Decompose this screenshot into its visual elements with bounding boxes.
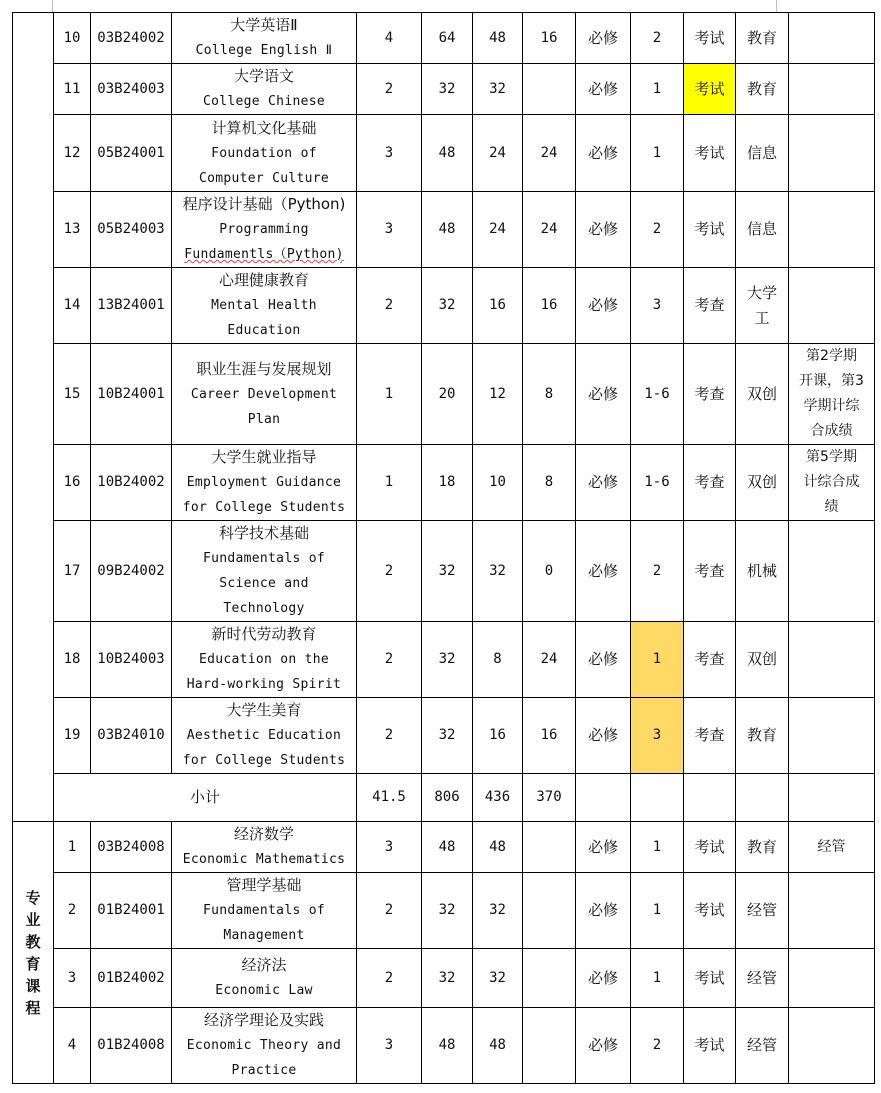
term-cell: 1 [631,949,684,1008]
course-nature-cell: 必修 [576,873,631,949]
course-name-cell [172,622,357,698]
term-cell: 2 [631,521,684,622]
practice-hours-cell: 8 [523,344,576,445]
total-hours-cell: 48 [422,115,473,192]
department-cell: 经管 [736,949,789,1008]
total-hours-cell: 64 [422,13,473,64]
course-code: 13B24001 [91,268,172,344]
theory-hours-cell: 16 [473,268,523,344]
theory-hours-cell: 12 [473,344,523,445]
department-cell: 机械 [736,521,789,622]
department-cell: 信息 [736,115,789,192]
course-name-cell [172,115,357,192]
theory-hours-cell: 8 [473,622,523,698]
course-name-en: Education [227,323,301,338]
total-hours-cell: 32 [422,268,473,344]
course-name-en: Economic Theory and [186,1038,342,1053]
curriculum-table [12,12,875,1084]
table-row [13,822,875,873]
course-code: 10B24003 [91,622,172,698]
practice-hours-cell: 8 [523,445,576,521]
course-name-zh: 心理健康教育 [218,271,309,289]
course-name-cell [172,1008,357,1084]
practice-hours-cell [523,822,576,873]
credit-cell: 2 [357,268,422,344]
practice-hours-cell: 24 [523,115,576,192]
practice-hours-cell: 16 [523,13,576,64]
subtotal-total-hours: 806 [422,774,473,822]
category-cell-professional [13,822,54,1084]
course-nature-cell: 必修 [576,622,631,698]
course-name-zh: 大学英语Ⅱ [230,16,298,34]
credit-cell: 2 [357,622,422,698]
empty-cell [576,774,631,822]
remark-line: 第5学期 [806,449,857,465]
course-name-zh: 大学生美育 [226,701,302,719]
total-hours-cell: 32 [422,873,473,949]
course-name-en: Career Development [190,386,338,402]
department-cell: 教育 [736,64,789,115]
remark-cell [789,268,875,344]
table-row [13,521,875,622]
term-cell: 3 [631,268,684,344]
course-code: 10B24002 [91,445,172,521]
term-cell: 2 [631,192,684,268]
department-cell: 经管 [736,873,789,949]
total-hours-cell: 48 [422,822,473,873]
course-nature-cell: 必修 [576,344,631,445]
assessment-cell: 考试 [684,13,736,64]
term-cell: 2 [631,13,684,64]
table-row [13,873,875,949]
assessment-cell: 考试 [684,822,736,873]
course-name-en: Economic Mathematics [182,852,346,867]
course-name-zh: 管理学基础 [226,876,302,894]
course-name-en: Science and [219,576,309,591]
assessment-cell: 考试 [684,873,736,949]
row-number: 18 [54,622,91,698]
department-cell: 大学工 [736,268,789,344]
row-number: 12 [54,115,91,192]
course-name-en: Computer Culture [198,170,330,186]
term-cell: 2 [631,1008,684,1084]
subtotal-credit: 41.5 [357,774,422,822]
department-cell: 双创 [736,344,789,445]
table-row [13,698,875,774]
subtotal-theory-hours: 436 [473,774,523,822]
course-name-en: Employment Guidance [186,475,342,490]
credit-cell: 3 [357,115,422,192]
course-name-cell [172,13,357,64]
remark-line: 开课，第3 [799,373,864,389]
remark-cell [789,192,875,268]
table-row [13,1008,875,1084]
course-nature-cell: 必修 [576,822,631,873]
practice-hours-cell: 16 [523,268,576,344]
department-cell: 教育 [736,822,789,873]
practice-hours-cell: 16 [523,698,576,774]
course-code: 03B24002 [91,13,172,64]
row-number: 4 [54,1008,91,1084]
course-name-en: for College Students [182,753,346,768]
table-row [13,949,875,1008]
department-cell: 双创 [736,622,789,698]
theory-hours-cell: 24 [473,115,523,192]
term-cell: 1 [631,622,684,698]
table-row [13,115,875,192]
practice-hours-cell [523,1008,576,1084]
assessment-cell: 考查 [684,521,736,622]
term-cell: 1 [631,873,684,949]
course-name-cell [172,445,357,521]
practice-hours-cell: 0 [523,521,576,622]
subtotal-practice-hours: 370 [523,774,576,822]
total-hours-cell: 32 [422,521,473,622]
course-code: 03B24010 [91,698,172,774]
practice-hours-cell: 24 [523,622,576,698]
term-cell: 1 [631,115,684,192]
remark-cell [789,622,875,698]
course-nature-cell: 必修 [576,521,631,622]
remark-line: 绩 [824,499,839,515]
credit-cell: 2 [357,521,422,622]
term-cell: 1-6 [631,344,684,445]
credit-cell: 2 [357,64,422,115]
total-hours-cell: 20 [422,344,473,445]
table-row [13,622,875,698]
row-number: 10 [54,13,91,64]
theory-hours-cell: 48 [473,822,523,873]
department-cell: 经管 [736,1008,789,1084]
total-hours-cell: 48 [422,192,473,268]
course-name-zh: 新时代劳动教育 [211,625,317,643]
course-nature-cell: 必修 [576,949,631,1008]
course-nature-cell: 必修 [576,64,631,115]
assessment-cell: 考试 [684,1008,736,1084]
practice-hours-cell: 24 [523,192,576,268]
category-cell-general [13,13,54,822]
course-code: 01B24001 [91,873,172,949]
theory-hours-cell: 10 [473,445,523,521]
department-cell: 信息 [736,192,789,268]
course-name-en: for College Students [182,500,346,515]
theory-hours-cell: 16 [473,698,523,774]
row-number: 11 [54,64,91,115]
remark-line: 第2学期 [806,348,857,364]
assessment-cell: 考试 [684,192,736,268]
page-margin-marker [52,0,53,12]
course-name-cell [172,822,357,873]
credit-cell: 2 [357,873,422,949]
assessment-cell: 考查 [684,445,736,521]
total-hours-cell: 48 [422,1008,473,1084]
course-name-zh: 职业生涯与发展规划 [196,359,332,378]
table-row [13,64,875,115]
course-nature-cell: 必修 [576,1008,631,1084]
course-name-en: Fundamentals of [203,551,325,566]
row-number: 3 [54,949,91,1008]
course-nature-cell: 必修 [576,268,631,344]
practice-hours-cell [523,64,576,115]
remark-line: 合成绩 [810,423,853,439]
remark-cell [789,115,875,192]
credit-cell: 1 [357,445,422,521]
assessment-cell: 考查 [684,698,736,774]
course-name-zh: 大学语文 [233,67,294,85]
assessment-cell: 考查 [684,344,736,445]
credit-cell: 4 [357,13,422,64]
course-code: 09B24002 [91,521,172,622]
remark-cell [789,822,875,873]
remark-cell [789,64,875,115]
assessment-cell: 考查 [684,268,736,344]
department-cell: 教育 [736,13,789,64]
theory-hours-cell: 32 [473,521,523,622]
practice-hours-cell [523,873,576,949]
credit-cell: 1 [357,344,422,445]
theory-hours-cell: 48 [473,13,523,64]
course-name-cell [172,949,357,1008]
course-name-en: College Chinese [203,94,325,109]
department-cell: 教育 [736,698,789,774]
remark-cell [789,521,875,622]
theory-hours-cell: 32 [473,64,523,115]
subtotal-row [13,774,875,822]
remark-cell [789,949,875,1008]
course-name-zh: 经济法 [241,956,287,974]
credit-cell: 3 [357,822,422,873]
table-row [13,13,875,64]
remark-cell [789,1008,875,1084]
course-name-en: Aesthetic Education [186,728,342,743]
course-name-en: Hard-working Spirit [186,677,342,692]
remark-line: 学期计综 [803,398,860,414]
course-code: 05B24003 [91,192,172,268]
course-name-zh: 程序设计基础（Python) [182,195,346,213]
term-cell: 1 [631,822,684,873]
row-number: 16 [54,445,91,521]
table-row [13,192,875,268]
credit-cell: 2 [357,949,422,1008]
total-hours-cell: 32 [422,698,473,774]
course-name-en: Management [223,928,305,943]
assessment-cell: 考查 [684,622,736,698]
term-cell: 3 [631,698,684,774]
assessment-cell: 考试 [684,64,736,115]
table-row [13,268,875,344]
course-name-cell [172,873,357,949]
course-nature-cell: 必修 [576,13,631,64]
empty-cell [631,774,684,822]
course-name-en: College English Ⅱ [195,43,333,58]
course-name-cell [172,268,357,344]
row-number: 1 [54,822,91,873]
course-name-zh: 大学生就业指导 [211,448,317,466]
course-nature-cell: 必修 [576,698,631,774]
course-code: 10B24001 [91,344,172,445]
row-number: 17 [54,521,91,622]
theory-hours-cell: 24 [473,192,523,268]
course-name-cell [172,192,357,268]
credit-cell: 3 [357,192,422,268]
course-name-en: Technology [223,601,305,616]
empty-cell [684,774,736,822]
subtotal-label: 小计 [54,774,357,822]
total-hours-cell: 32 [422,949,473,1008]
course-code: 01B24002 [91,949,172,1008]
empty-cell [736,774,789,822]
row-number: 2 [54,873,91,949]
course-code: 03B24003 [91,64,172,115]
table-row [13,344,875,445]
remark-line: 计综合成 [803,474,860,490]
table-row [13,445,875,521]
credit-cell: 2 [357,698,422,774]
theory-hours-cell: 32 [473,949,523,1008]
course-nature-cell: 必修 [576,115,631,192]
total-hours-cell: 32 [422,622,473,698]
course-name-en: Fundamentls（Python) [184,247,344,262]
assessment-cell: 考试 [684,115,736,192]
course-name-en: Economic Law [215,983,313,998]
theory-hours-cell: 48 [473,1008,523,1084]
total-hours-cell: 18 [422,445,473,521]
course-name-zh: 经济数学 [233,825,294,843]
remark-cell [789,445,875,521]
credit-cell: 3 [357,1008,422,1084]
course-name-cell [172,64,357,115]
remark-cell [789,344,875,445]
row-number: 14 [54,268,91,344]
course-name-en: Programming [219,222,309,237]
total-hours-cell: 32 [422,64,473,115]
course-name-zh: 经济学理论及实践 [203,1011,324,1029]
category-label: 专业教育课程 [25,888,41,1017]
course-name-en: Plan [247,411,281,427]
course-name-en: Practice [231,1063,297,1078]
course-code: 05B24001 [91,115,172,192]
course-code: 03B24008 [91,822,172,873]
course-nature-cell: 必修 [576,192,631,268]
course-name-zh: 计算机文化基础 [211,118,317,137]
row-number: 15 [54,344,91,445]
course-name-cell [172,698,357,774]
empty-cell [789,774,875,822]
course-name-en: Education on the [198,652,330,667]
department-cell: 双创 [736,445,789,521]
remark-line: 经管 [817,838,846,855]
row-number: 19 [54,698,91,774]
practice-hours-cell [523,949,576,1008]
theory-hours-cell: 32 [473,873,523,949]
row-number: 13 [54,192,91,268]
term-cell: 1 [631,64,684,115]
course-name-en: Fundamentals of [203,903,325,918]
course-code: 01B24008 [91,1008,172,1084]
course-name-en: Foundation of [211,145,317,161]
page-margin-marker [776,0,777,12]
remark-cell [789,873,875,949]
remark-cell [789,13,875,64]
term-cell: 1-6 [631,445,684,521]
remark-cell [789,698,875,774]
table-body [13,13,875,1084]
assessment-cell: 考试 [684,949,736,1008]
course-name-en: Mental Health [211,298,317,313]
course-name-cell [172,344,357,445]
course-nature-cell: 必修 [576,445,631,521]
course-name-cell [172,521,357,622]
course-name-zh: 科学技术基础 [218,524,309,542]
